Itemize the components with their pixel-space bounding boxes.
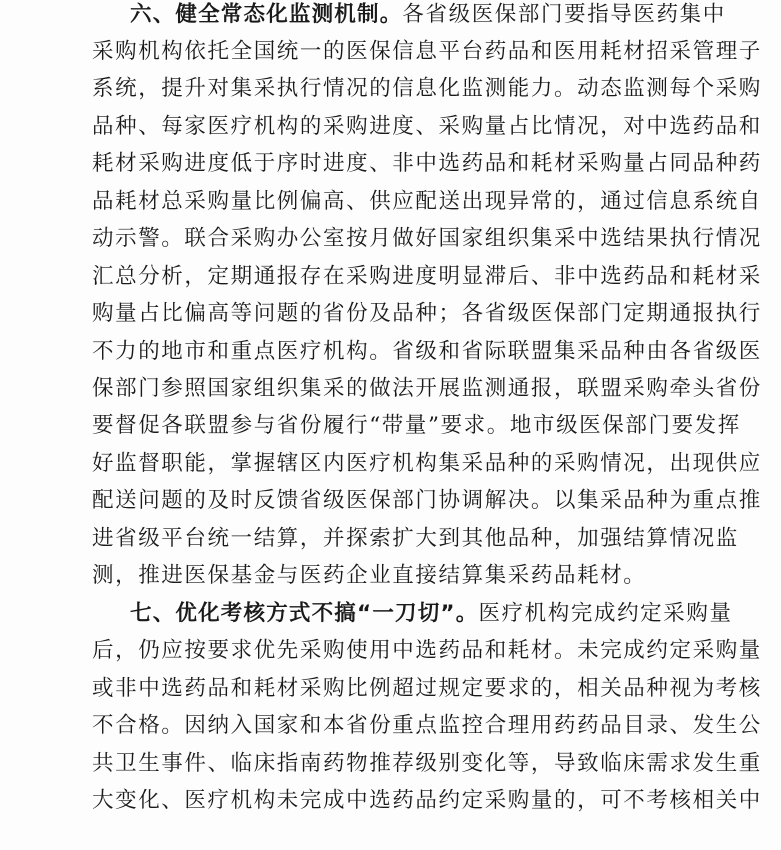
text-line: 耗材采购进度低于序时进度、非中选药品和耗材采购量占同品种药 bbox=[92, 151, 762, 176]
text-line: 进省级平台统一结算，并探索扩大到其他品种，加强结算情况监 bbox=[92, 526, 739, 551]
text-line: 保部门参照国家组织集采的做法开展监测通报，联盟采购牵头省份 bbox=[92, 376, 762, 401]
text-line: 或非中选药品和耗材采购比例超过规定要求的，相关品种视为考核 bbox=[92, 676, 762, 701]
text-line: 品耗材总采购量比例偏高、供应配送出现异常的，通过信息系统自 bbox=[92, 189, 762, 214]
section-6-first-line bbox=[130, 0, 726, 34]
text-line: 系统，提升对集采执行情况的信息化监测能力。动态监测每个采购 bbox=[92, 76, 762, 101]
text-line: 动示警。联合采购办公室按月做好国家组织集采中选结果执行情况 bbox=[92, 226, 762, 251]
text-line: 测，推进医保基金与医药企业直接结算集采药品耗材。 bbox=[92, 563, 647, 588]
text-line: 共卫生事件、临床指南药物推荐级别变化等，导致临床需求发生重 bbox=[92, 751, 762, 776]
text-line: 汇总分析，定期通报存在采购进度明显滞后、非中选药品和耗材采 bbox=[92, 264, 762, 289]
text-line: 医疗机构完成约定采购量 bbox=[478, 601, 733, 626]
text-line: 大变化、医疗机构未完成中选药品约定采购量的，可不考核相关中 bbox=[92, 788, 762, 813]
text-line: 配送问题的及时反馈省级医保部门协调解决。以集采品种为重点推 bbox=[92, 488, 762, 513]
section-7-first-line bbox=[130, 595, 733, 633]
section-6-heading: 六、健全常态化监测机制。 bbox=[130, 2, 403, 27]
text-line: 要督促各联盟参与省份履行“带量”要求。地市级医保部门要发挥 bbox=[92, 413, 741, 438]
text-line: 不合格。因纳入国家和本省份重点监控合理用药药品目录、发生公 bbox=[92, 713, 762, 738]
text-line: 好监督职能，掌握辖区内医疗机构集采品种的采购情况，出现供应 bbox=[92, 451, 762, 476]
text-line: 不力的地市和重点医疗机构。省级和省际联盟集采品种由各省级医 bbox=[92, 339, 762, 364]
text-line: 采购机构依托全国统一的医保信息平台药品和医用耗材招采管理子 bbox=[92, 39, 762, 64]
text-line: 品种、每家医疗机构的采购进度、采购量占比情况，对中选药品和 bbox=[92, 114, 762, 139]
text-line: 购量占比偏高等问题的省份及品种；各省级医保部门定期通报执行 bbox=[92, 301, 762, 326]
text-line: 后，仍应按要求优先采购使用中选药品和耗材。未完成约定采购量 bbox=[92, 638, 762, 663]
section-7-heading: 七、优化考核方式不搞“一刀切”。 bbox=[130, 601, 479, 626]
text-line: 各省级医保部门要指导医药集中 bbox=[402, 2, 726, 27]
